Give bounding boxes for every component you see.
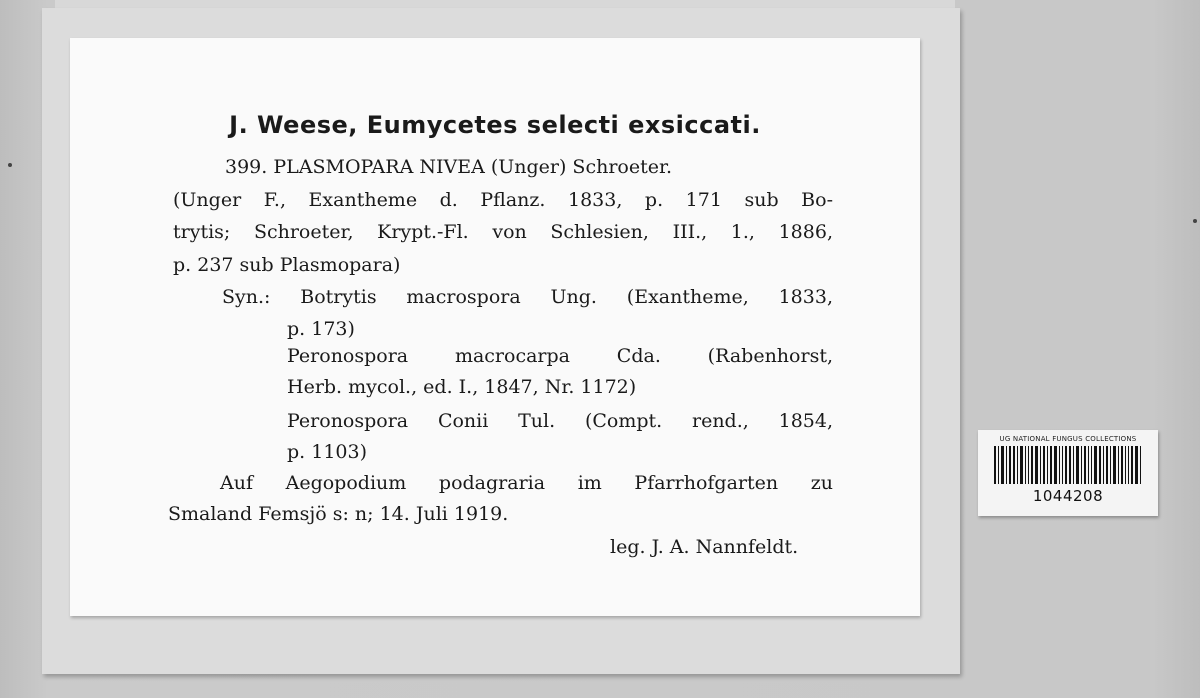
speck <box>8 163 12 167</box>
citation-line: p. 237 sub Plasmopara) <box>173 254 401 276</box>
synonym-line: p. 1103) <box>287 441 368 463</box>
locality-line: Smaland Femsjö s: n; 14. Juli 1919. <box>168 503 509 525</box>
citation-line: trytis; Schroeter, Krypt.-Fl. von Schlesien, III., 1., 1886, <box>173 221 833 243</box>
barcode-number: 1044208 <box>1032 487 1104 505</box>
synonym-line: Peronospora macrocarpa Cda. (Rabenhorst, <box>287 345 833 367</box>
species-heading: 399. PLASMOPARA NIVEA (Unger) Schroeter. <box>225 156 673 178</box>
synonym-line: Syn.: Botrytis macrospora Ung. (Exantheme, 1833, <box>222 286 833 308</box>
speck <box>1193 219 1197 223</box>
locality-line: Auf Aegopodium podagraria im Pfarrhofgarten zu <box>220 472 833 494</box>
collector-line: leg. J. A. Nannfeldt. <box>610 536 799 558</box>
synonym-line: p. 173) <box>287 318 355 340</box>
citation-line: (Unger F., Exantheme d. Pflanz. 1833, p. 171 sub Bo- <box>173 189 833 211</box>
barcode-label <box>978 430 1158 516</box>
synonym-line: Herb. mycol., ed. I., 1847, Nr. 1172) <box>287 376 637 398</box>
synonym-line: Peronospora Conii Tul. (Compt. rend., 1854, <box>287 410 833 432</box>
barcode-header: UG NATIONAL FUNGUS COLLECTIONS <box>999 435 1137 443</box>
specimen-label <box>70 38 920 616</box>
barcode-icon <box>994 446 1144 484</box>
label-title: J. Weese, Eumycetes selecti exsiccati. <box>229 111 761 139</box>
